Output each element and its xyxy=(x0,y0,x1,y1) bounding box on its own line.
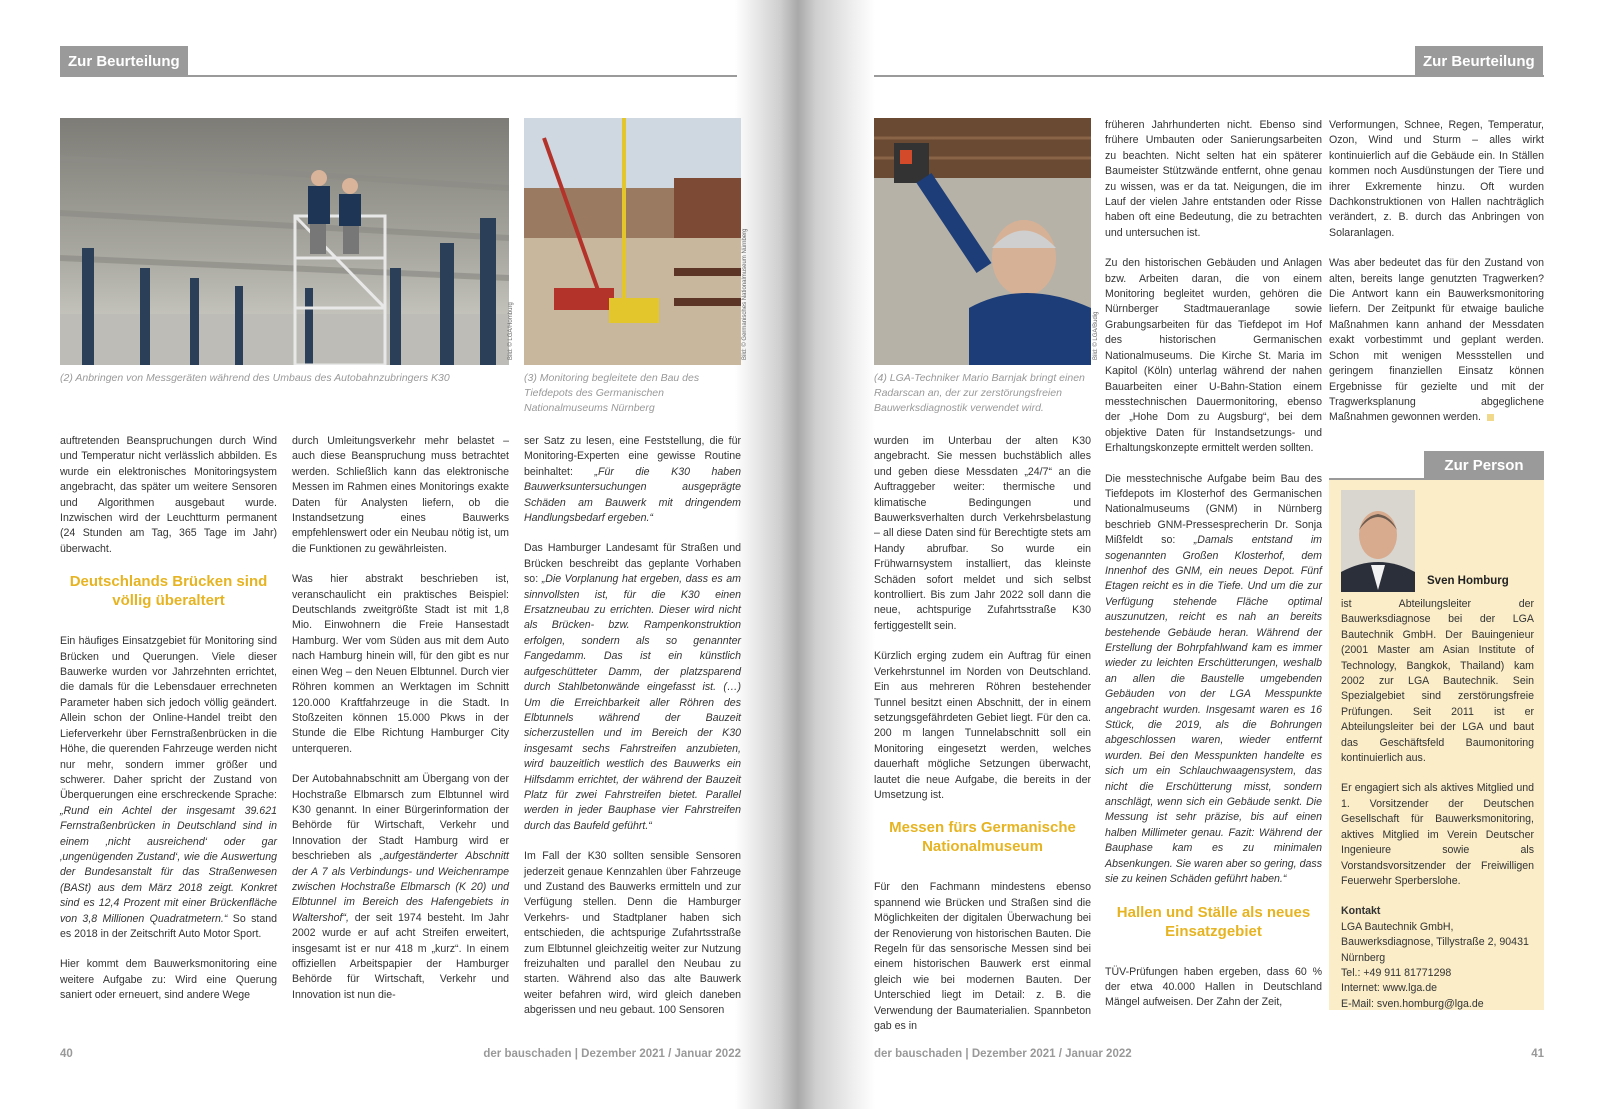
section-tab-left: Zur Beurteilung xyxy=(60,46,188,77)
right-column-3 xyxy=(1329,118,1544,426)
issue-date: Dezember 2021 / Januar 2022 xyxy=(971,1048,1132,1060)
footer-left: der bauschaden | Dezember 2021 / Januar 2022 xyxy=(483,1048,741,1060)
caption-photo2: (2) Anbringen von Messgeräten während des Umbaus des Autobahnzubringers K30 xyxy=(60,372,450,384)
paragraph: Was aber bedeutet das für den Zustand von alten, bereits lange genutzten Tragwerken? Die Antwort kann ein Bauwerksmonitoring liefern. Der Zeitpunkt für etwaige bauliche Maßnahmen kann anhand der Messdaten exakt vorbestimmt und geplant werden. Schon mit wenigen Messstellen und geringem finanziellen Einsatz können Ergebnisse für gezielte und mit der Tragwerksplanung abgeglichene Maßnahmen gewonnen werden. xyxy=(1329,257,1544,424)
issue-date: Dezember 2021 / Januar 2022 xyxy=(581,1048,741,1060)
paragraph: Der Autobahnabschnitt am Übergang von der Hochstraße Elbmarsch zum Elbtunnel wird K30 genannt. In einer Bürgerinformation der Behörde für Wirtschaft, Verkehr und Innovation der Stadt Hamburg wird er beschrieben als „aufgeständerter Abschnitt der A 7 als Verbindungs- und Weichenrampe zwischen Hochstraße Elbmarsch (K 20) und Elbtunnel im Bereich des Hafengebiets in Waltershof“, der seit 1974 besteht. Im Jahr 2002 wurde er auf acht Streifen erweitert, insgesamt ist er nur 418 m „kurz“. In einem offiziellen Arbeitspapier der Hamburger Behörde für Wirtschaft, Verkehr und Innovation ist nun die- xyxy=(292,773,509,1001)
paragraph: TÜV-Prüfungen haben ergeben, dass 60 % der etwa 40.000 Hallen in Deutschland Mängel aufweisen. Der Zahn der Zeit, xyxy=(1105,965,1322,1009)
contact-heading: Kontakt xyxy=(1341,905,1381,918)
publication-name: der bauschaden xyxy=(874,1048,963,1060)
section-tab-right: Zur Beurteilung xyxy=(1415,46,1543,77)
footer-right: der bauschaden | Dezember 2021 / Januar 2022 xyxy=(874,1048,1132,1060)
photo-scaffold-measuring xyxy=(60,118,509,365)
person-box xyxy=(1329,480,1544,1010)
author-bio xyxy=(1341,597,1534,1012)
photo3-credit: Bild: © Germanisches Nationalmuseum Nürnberg xyxy=(742,228,748,360)
paragraph: Verformungen, Schnee, Regen, Temperatur, Ozon, Wind und Sturm – alles wirkt kontinuierlich auf die Gebäude ein. In Ställen kommen noch Ausdünstungen der Tiere und ihrer Exkremente hinzu. Oft wurden Dachkonstruktionen von Hallen nachträglich verändert, z. B. durch das Anbringen von Solaranlagen. xyxy=(1329,119,1544,239)
photo4-credit: Bild: © LGA/Budig xyxy=(1093,311,1099,360)
photo-construction-crane xyxy=(524,118,741,365)
header-rule-right xyxy=(874,75,1544,77)
paragraph: früheren Jahrhunderten nicht. Ebenso sind frühere Umbauten oder Sanierungsarbeiten zu beachten. Nicht selten hat ein späterer Baumeister Stützwände entfernt, ohne genau zu wissen, was er da tat. Neigungen, die im Lauf der vielen Jahre entstanden oder Risse haben oft eine Bedeutung, die zu betrachten und untersuchen ist. xyxy=(1105,119,1322,239)
paragraph: Was hier abstrakt beschrieben ist, veranschaulicht ein praktisches Beispiel: Deutschlands zweitgrößte Stadt ist mit 1,8 Mio. Einwohnern die Freie Hansestadt Hamburg. Wer vom Süden aus mit dem Auto nach Hamburg hinein will, für den gibt es nur einen Weg – den Neuen Elbtunnel. Durch vier Röhren kommen an Werktagen im Schnitt 120.000 Kraftfahrzeuge in die Stadt. In Stoßzeiten können 15.000 Pkws in der Stunde die Elbe Richtung Hamburger City unterqueren. xyxy=(292,573,509,755)
paragraph: durch Umleitungsverkehr mehr belastet – auch diese Beanspruchung muss betrachtet werden. Schließlich kann das elektronische Messen im Rahmen eines Monitorings exakte Daten für Analysten liefern, ob die Instandsetzung eines Bauwerks empfehlenswert oder ein Neubau nötig ist, um die Funktionen zu gewährleisten. xyxy=(292,435,509,555)
page-number-left: 40 xyxy=(60,1048,73,1060)
right-column-1 xyxy=(874,434,1091,1034)
subheading-bridges: Deutschlands Brücken sind völlig überaltert xyxy=(69,573,268,610)
left-column-1 xyxy=(60,434,277,1004)
subheading-museum: Messen fürs Germanische Nationalmuseum xyxy=(889,819,1076,856)
end-of-article-mark xyxy=(1487,414,1494,421)
paragraph: Das Hamburger Landesamt für Straßen und Brücken beschreibt das geplante Vorhaben so: „Die Vorplanung hat ergeben, dass es am sinnvollsten ist, für die K30 einen Ersatzneubau zu errichten. Dieser wird nicht als Brücken- bzw. Rampenkonstruktion erfolgen, sondern als so genannter Fangedamm. Das ist ein künstlich aufgeschütteter Damm, der platzsparend durch Stahlbetonwände eingefasst ist. (…) Um die Erreichbarkeit aller Röhren des Elbtunnels während der Bauzeit sicherzustellen und im Bereich der K30 insgesamt sechs Fahrstreifen anzubieten, wird bauzeitlich westlich des Bauwerks ein Hilfsdamm errichtet, der während der Bauzeit Platz für zwei Fahrstreifen bietet. Parallel werden in jeder Bauphase vier Fahrstreifen durch das Baufeld geführt.“ xyxy=(524,542,741,832)
publication-name: der bauschaden xyxy=(483,1048,572,1060)
author-portrait xyxy=(1341,490,1415,592)
subheading-halls: Hallen und Ställe als neues Einsatzgebiet xyxy=(1116,903,1311,940)
author-name: Sven Homburg xyxy=(1427,575,1509,587)
bio-paragraph: ist Abteilungsleiter der Bauwerksdiagnose bei der LGA Bautechnik GmbH. Der Bauingenieur (2001 Master am Asian Institute of Technology, Bangkok, Thailand) kam 2002 zur LGA Bautechnik. Sein Spezialgebiet sind zerstörungsfreie Prüfungen. Seit 2011 ist er Abteilungsleiter bei der LGA und baut das Geschäftsfeld Baumonitoring kontinuierlich aus. xyxy=(1341,598,1534,765)
right-column-2 xyxy=(1105,118,1322,1011)
paragraph: Für den Fachmann mindestens ebenso spannend wie Brücken und Straßen sind die Möglichkeiten der digitalen Überwachung bei der Renovierung von historischen Bauten. Die Regeln für das sensorische Messen sind bei einem historischen Bauwerk erst einmal gleich wie bei modernen Bauten. Der Unterschied liegt im Detail: z. B. die Verwendung der Baumaterialien. Spannbeton gab es in xyxy=(874,881,1091,1032)
person-tab: Zur Person xyxy=(1424,451,1544,481)
caption-photo4: (4) LGA-Techniker Mario Barnjak bringt einen Radarscan an, der zur zerstörungsfreien Bauwerksdiagnostik verwendet wird. xyxy=(874,372,1085,414)
caption-photo3: (3) Monitoring begleitete den Bau des Tiefdepots des Germanischen Nationalmuseums Nürnberg xyxy=(524,372,700,414)
contact-address: LGA Bautechnik GmbH, Bauwerksdiagnose, Tillystraße 2, 90431 Nürnberg xyxy=(1341,920,1529,964)
photo2-credit: Bild: © LGA/Homburg xyxy=(508,302,514,360)
paragraph: Im Fall der K30 sollten sensible Sensoren jederzeit genaue Kennzahlen über Fahrzeuge und Zustand des Bauwerks ermitteln und zur Verfügung stellen. Denn die Hamburger Verkehrs- und Stadtplaner haben sich entschieden, die achtspurige Zufahrtsstraße zum Elbtunnel gleichzeitig weiter zur Nutzung freizuhalten und parallel den Neubau zu starten. Während also das alte Bauwerk weiter befahren wird, wird gleich daneben abgerissen und neu gebaut. 100 Sensoren xyxy=(524,850,741,1017)
page-number-right: 41 xyxy=(1531,1048,1544,1060)
paragraph: Ein häufiges Einsatzgebiet für Monitoring sind Brücken und Querungen. Viele dieser Bauwerke wurden vor Jahrzehnten errichtet, die damals für die Lebensdauer errechneten Parameter haben sich jedoch völlig geändert. Allein schon der Online-Handel treibt den Lieferverkehr über Fernstraßenbrücken in die Höhe, die querenden Fahrzeuge werden nicht nur mehr, sondern immer größer und schwerer. Daher spricht der Zustand von Überquerungen eine erschreckende Sprache: „Rund ein Achtel der insgesamt 39.621 Fernstraßenbrücken in Deutschland sind in einem ‚nicht ausreichend‘ oder gar ‚ungenügenden Zustand‘, wie die Auswertung der Bundesanstalt für das Straßenwesen (BASt) aus dem März 2018 zeigt. Konkret sind es 12,4 Prozent mit einer Brückenfläche von 3,8 Millionen Quadratmetern.“ So stand es 2018 in der Zeitschrift Auto Motor Sport. xyxy=(60,635,277,940)
contact-phone: Tel.: +49 911 81771298 xyxy=(1341,966,1452,979)
header-rule-left xyxy=(60,75,737,77)
contact-email[interactable]: E-Mail: sven.homburg@lga.de xyxy=(1341,997,1484,1010)
bio-paragraph: Er engagiert sich als aktives Mitglied und 1. Vorsitzender der Deutschen Gesellschaft für Bauwerksmonitoring, aktives Mitglied im Verein Deutscher Ingenieure sowie als Vorstandsvorsitzender der Freiwilligen Feuerwehr Sperberslohe. xyxy=(1341,782,1534,887)
photo-radar-scan xyxy=(874,118,1091,365)
paragraph: auftretenden Beanspruchungen durch Wind und Temperatur nicht verlässlich abbilden. Es wurde ein elektronisches Monitoringsystem angebracht, das später um weitere Sensoren und Algorithmen ausgebaut wurde. Inzwischen wird der Leuchtturm permanent (24 Stunden am Tag, 365 Tage im Jahr) überwacht. xyxy=(60,435,277,555)
left-column-3 xyxy=(524,434,741,1019)
paragraph: Kürzlich erging zudem ein Auftrag für einen Verkehrstunnel im Norden von Deutschland. Ein aus mehreren Röhren bestehender Tunnel besitzt einen Abschnitt, der in einem setzungsgefährdeten Gebiet liegt. Für den ca. 200 m langen Tunnelabschnitt soll ein Monitoring eingesetzt werden, welches dauerhaft mögliche Setzungen überwacht, lautet die neue Aufgabe, die bereits in der Umsetzung ist. xyxy=(874,650,1091,801)
page-gutter xyxy=(735,0,875,1109)
contact-block xyxy=(1341,904,1534,1012)
contact-website[interactable]: Internet: www.lga.de xyxy=(1341,982,1437,995)
paragraph: wurden im Unterbau der alten K30 angebracht. Sie messen buchstäblich alles und geben diese Messdaten „24/7“ an die Auftraggeber weiter: thermische und klimatische Bedingungen und Bauwerksverhalten durch Verkehrsbelastung – all diese Daten sind für Berechtigte stets am Handy abrufbar. So wurde ein Frühwarnsystem installiert, das kleinste Schäden sofort meldet und sich selbst kontrolliert. Bis zum Jahr 2022 soll dann die neue, achtspurige Zufahrtsstraße K30 fertiggestellt sein. xyxy=(874,435,1091,632)
paragraph: Zu den historischen Gebäuden und Anlagen bzw. Arbeiten daran, die von einem Monitoring begleitet wurden, gehören die Nürnberger Stadtmaueranlage sowie Grabungsarbeiten für das Tiefdepot im Hof des historischen Germanischen Nationalmuseums. Die Kirche St. Maria im Kapitol (Köln) unterlag während der nahen Bauarbeiten einer U-Bahn-Station einem messtechnischen Dauermonitoring, ebenso der „Hohe Dom zu Augsburg“, bei dem objektive Daten für Instandsetzungs- und Erhaltungskonzepte ermittelt werden sollten. xyxy=(1105,257,1322,455)
left-column-2 xyxy=(292,434,509,1003)
paragraph: ser Satz zu lesen, eine Feststellung, die für Monitoring-Experten eine gewisse Routine beinhaltet: „Für die K30 haben Bauwerksuntersuchungen ausgeprägte Schäden am Bauwerk mit dringendem Handlungsbedarf ergeben.“ xyxy=(524,435,741,525)
paragraph: Hier kommt dem Bauwerksmonitoring eine weitere Aufgabe zu: Wird eine Querung saniert oder erneuert, sind andere Wege xyxy=(60,958,277,1002)
paragraph: Die messtechnische Aufgabe beim Bau des Tiefdepots im Klosterhof des Germanischen Nationalmuseums (GNM) in Nürnberg beschrieb GNM-Pressesprecherin Dr. Sonja Mißfeldt so: „Damals entstand im sogenannten Großen Klosterhof, dem Innenhof des GNM, ein neues Depot. Fünf Etagen reicht es in die Tiefe. Und um die zur Verfügung stehende Fläche optimal auszunutzen, reicht es nah an bereits bestehende Gebäude heran. Während der Erstellung der Bohrpfahlwand kam es immer wieder zu leichten Erschütterungen, weshalb an allen die Baustelle umgebenden Gebäuden von der LGA Messpunkte angebracht wurden. Insgesamt waren es 16 Stück, die 2019, als die Bohrungen abgeschlossen waren, wieder entfernt wurden. Bei den Messpunkten handelte es sich um ein Schlauchwaagensystem, das nicht die Erschütterung misst, sondern anschlägt, wenn sich ein Gebäude senkt. Die Messung ist sehr präzise, bis auf einen halben Millimeter genau. Fazit: Während der Bauphase kam es zu minimalen Absenkungen. Sie waren aber so gering, dass sie zu keinen Schäden geführt haben.“ xyxy=(1105,472,1322,886)
